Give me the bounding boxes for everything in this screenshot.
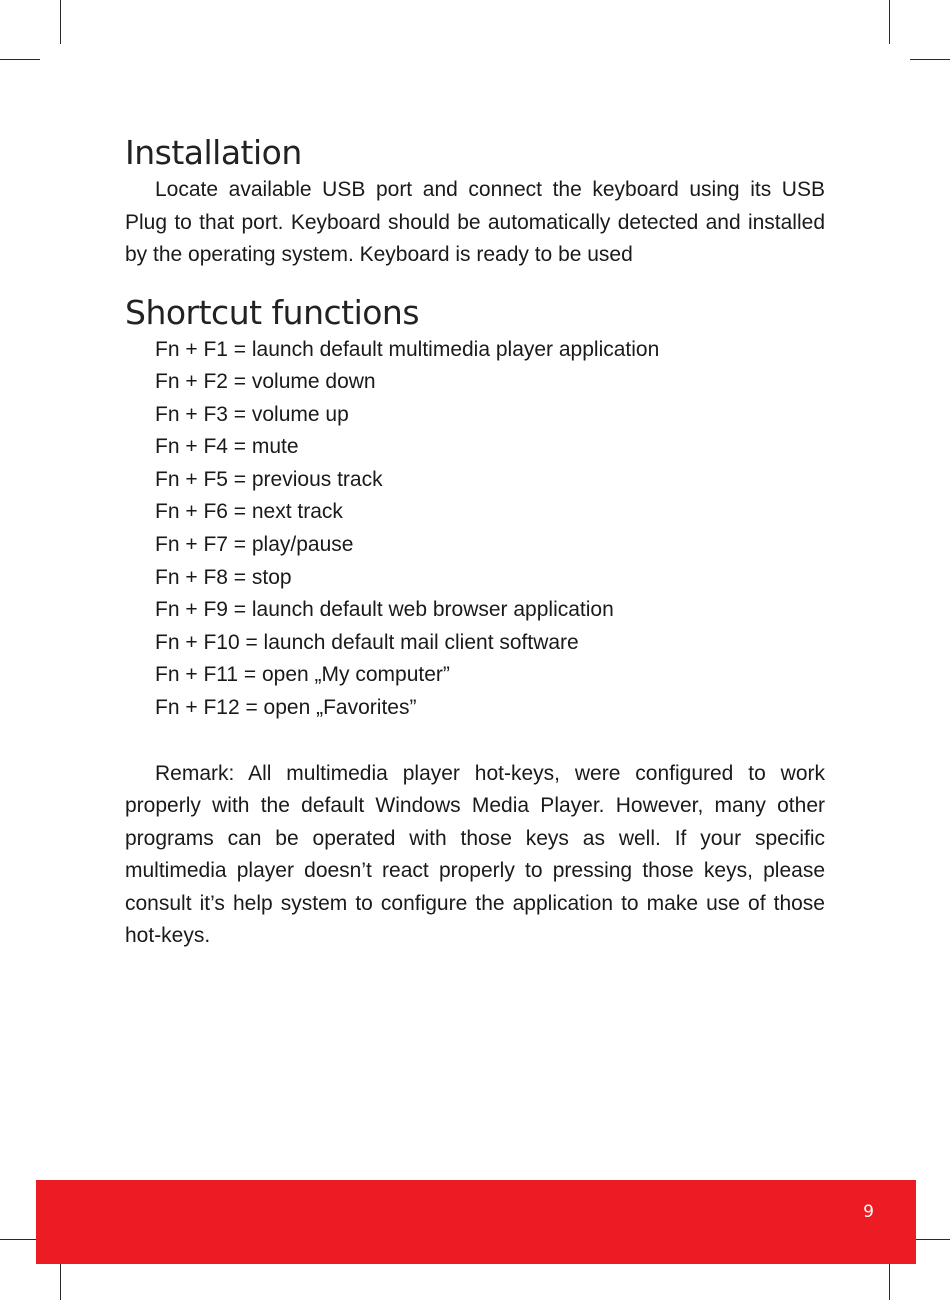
shortcut-item: Fn + F11 = open „My computer” xyxy=(155,663,450,687)
installation-heading: Installation xyxy=(125,133,302,172)
crop-mark xyxy=(0,59,40,60)
shortcut-functions-heading: Shortcut functions xyxy=(125,292,420,332)
installation-paragraph: Locate available USB port and connect the keyboard using its USB Plug to that port. Keyboard should be automatically detected and installed by the operating system. Keyboard is ready to be used xyxy=(125,178,825,266)
shortcut-item: Fn + F12 = open „Favorites” xyxy=(155,696,417,720)
shortcut-item: Fn + F1 = launch default multimedia player application xyxy=(155,337,660,361)
crop-mark xyxy=(910,1239,950,1240)
shortcut-item: Fn + F2 = volume down xyxy=(155,370,376,394)
shortcut-item: Fn + F9 = launch default web browser application xyxy=(155,598,614,622)
page-number: 9 xyxy=(863,1202,874,1222)
page-content xyxy=(125,130,825,953)
shortcut-item: Fn + F5 = previous track xyxy=(155,467,383,491)
crop-mark xyxy=(889,0,890,44)
shortcut-item: Fn + F8 = stop xyxy=(155,565,292,589)
shortcut-item: Fn + F7 = play/pause xyxy=(155,533,354,557)
shortcut-item: Fn + F6 = next track xyxy=(155,500,343,524)
footer-bar xyxy=(36,1180,916,1264)
shortcut-item: Fn + F10 = launch default mail client software xyxy=(155,630,579,654)
crop-mark xyxy=(60,0,61,44)
shortcut-list xyxy=(125,334,825,725)
shortcut-item: Fn + F4 = mute xyxy=(155,435,299,459)
remark-paragraph: Remark: All multimedia player hot-keys, were configured to work properly with the default Windows Media Player. However, many other programs can be operated with those keys as well. If your specific multimedia player doesn’t react properly to pressing those keys, please consult it’s help system to configure the application to make use of those hot-keys. xyxy=(125,761,825,948)
crop-mark xyxy=(910,59,950,60)
crop-mark xyxy=(0,1239,40,1240)
shortcut-item: Fn + F3 = volume up xyxy=(155,402,349,426)
